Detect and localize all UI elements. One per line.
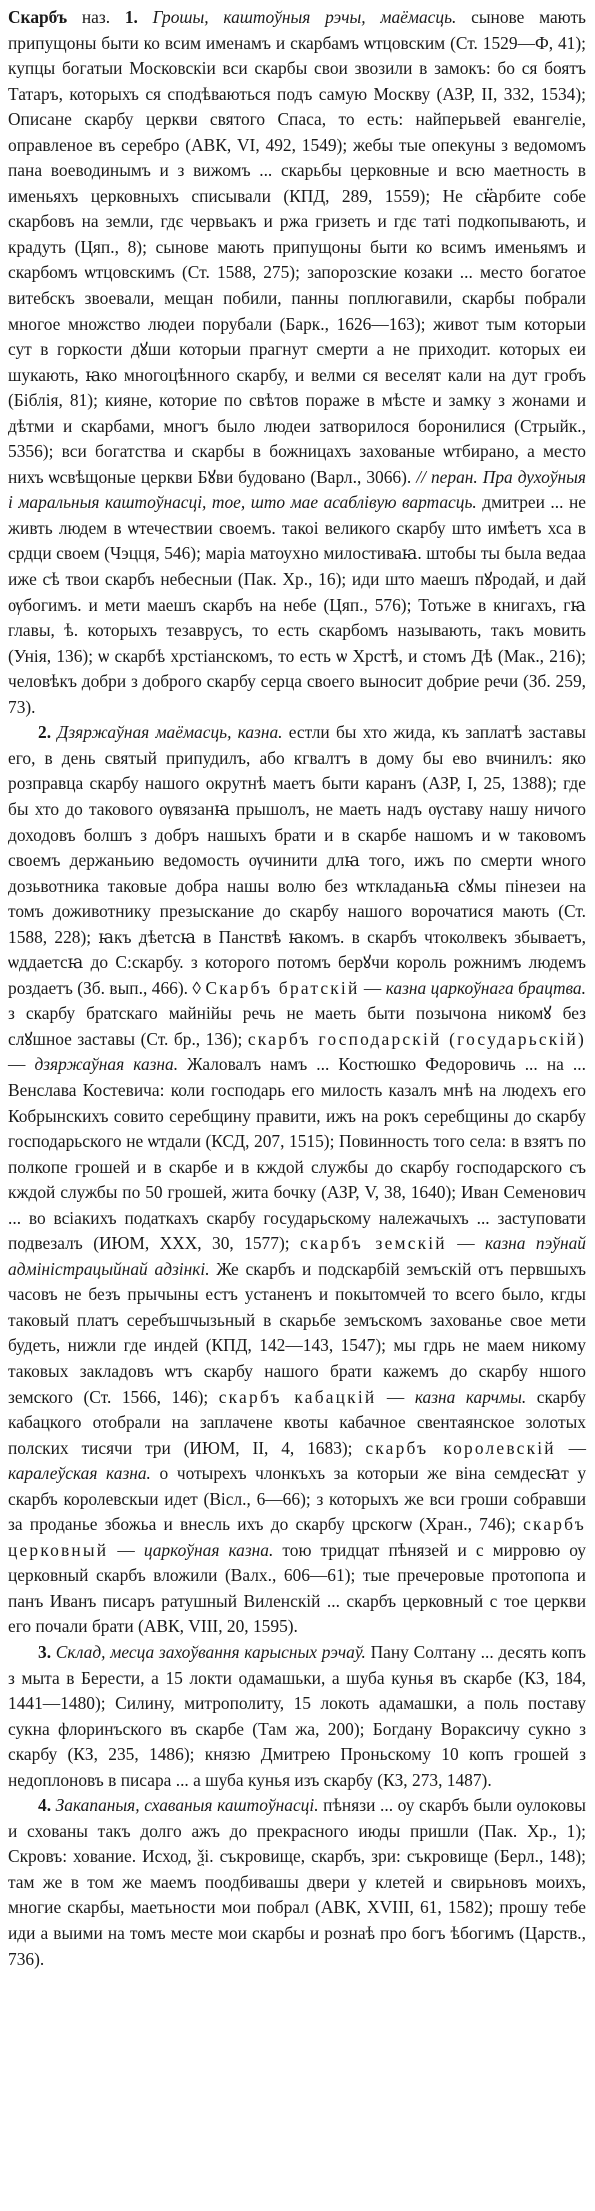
subentry-1-gloss: казна царкоўнага брацтва. — [385, 977, 586, 998]
sense-1-figurative-citations: дмитреи ... не живть людем в ѡтечествии своемъ. такоі великого скарбу што имѣетъ хса в срдци своем (Чэцця, 546); маріа матоухно милостиваꙗ. штобы ты была ведаа иже сѣ твои скарбъ небесныи (Пак. Хр., 16); иди што маешъ пꙋродай, и дай ѹбогимъ. и мети маешъ скарбъ на небе (Цяп., 576); Тотьже в книгахъ, гꙗ главы, ѣ. которыхъ тезаврусъ, то есть скарбомъ называють, такъ мовить (Унія, 136); ѡ скарбѣ хрстіанскомъ, то есть ѡ Хрстѣ, и стомъ Дѣ (Мак., 216); человѣкъ добри з доброго скарбу серца своего выносит добрие речи (Зб. 259, 73). — [8, 492, 586, 717]
sense-4-gloss: Закапаныя, схаваныя каштоўнасці. — [55, 1795, 319, 1816]
sense-4-number: 4. — [38, 1795, 52, 1816]
sense-1-number: 1. — [124, 7, 138, 27]
sense-3-gloss: Склад, месца захоўвання карысных рэчаў. — [55, 1642, 366, 1662]
headword: Скарбъ — [8, 7, 68, 27]
sense-1-figurative-gloss: // перан. Пра духоўныя і маральныя каштоўнасці, тое, што мае асаблівую вартасць. — [8, 466, 586, 513]
subentry-6-gloss: царкоўная казна. — [143, 1539, 274, 1560]
subentry-2-term: скарбъ господарскій (государьскій) — [247, 1028, 586, 1049]
subentry-2-gloss: дзяржаўная казна. — [34, 1054, 179, 1075]
subentry-1-citations: з скарбу братскаго майнійы речь не маеть быти позычона никомꙋ без слꙋшное заставы (Ст. бр., 136); — [8, 1003, 586, 1049]
sense-1-citations: сынове мають припущоны быти ко всим именамъ и скарбамъ ѡтцовским (Ст. 1529—Ф, 41); купцы богатыи Московскіи вси скарбы свои звозили в замокъ: бо ся боятъ Татаръ, которыхъ ся сподѣваються подъ самую Москву (АЗР, II, 332, 1534); Описане скарбу церкви святого Спаса, то есть: найперьвей евангеліе, оправленое въ серебро (АВК, VI, 492, 1549); жебы тые опекуны з ведомомъ пана воеводинымъ и з вижомъ ... скарьбы церковные и всю маетность в именьяхъ церковныхъ списывали (КПД, 289, 1559); Не сꙗ̈рбите собе скарбовъ на земли, гдє червьакъ и ржа гризеть и гдє таті подкопывають, и крадуть (Цяп., 8); сынове мають припущоны быти ко всимъ именьямъ и скарбомъ ѡтцовскимъ (Ст. 1588, 275); запорозские козаки ... место богатое витебскъ звоевали, мещан побили, панны поплюгавили, скарбы побрали многое множство людеи порубали (Барк., 1626—163); живот тым которыи сут в горкости дꙋши которыи прагнут смерти а не приходит. которых еи шукають, ꙗко многоцѣнного скарбу, и велми ся веселят кали на дут гробъ (Біблія, 81); кияне, которие по свѣтов пораже в мѣсте и замку з жонами и дѣтми и скарбами, многъ было людеи затворилося боронилися (Стрыйк., 5356); вси богатства и скарбы в божницахъ захованые ѡтбирано, а место нихъ ѡсвѣщоные церкви Бꙋви будовано (Варл., 3066). — [8, 7, 586, 487]
subentry-6-term: скарбъ церковный — [8, 1514, 586, 1560]
subentry-4-gloss: казна карчмы. — [414, 1386, 527, 1407]
sense-1 — [8, 5, 586, 720]
subentry-2-citations: Жаловалъ намъ ... Костюшко Федоровичь ... на ... Венслава Костевича: коли господарь его милость казалъ мнѣ на людехъ его Кобрынскихъ совито серебщину правити, ижъ на рокъ серебщины до скарбу господарьского не ѡтдали (КСД, 207, 1515); Повинность того села: в взятъ по полкопе грошей и в скарбе и в кждой службы до скарбу господарского съ кждой службы по 50 грошей, жита бочку (АЗР, V, 38, 1640); Иван Семенович ... во всіакихъ податкахъ скарбу государьскому належачыхъ ... заступовати подвезалъ (ИЮМ, XXX, 30, 1577); — [8, 1054, 586, 1254]
subentry-6-citations: тою тридцат пѣнязей и с мирровю оу церковный скарбъ вложили (Валх., 606—61); тые пречеровые протопопа и панъ Иванъ писаръ ратушный Виленскій ... скарбъ церковный с тое церкви его почали брати (АВК, VIII, 20, 1595). — [8, 1539, 587, 1637]
subentry-5-term: скарбъ королевскій — [365, 1437, 556, 1458]
sense-2-citations: естли бы хто жида, къ заплатѣ заставы его, в день святый припудилъ, або кгвалтъ в дому бы ево вчинилъ: яко розправца скарбу нашого окрутнѣ маетъ быти каранъ (АЗР, I, 25, 1388); где бы хто до такового ѹвязанꙗ прышолъ, не маеть надъ ѹставу нашу ничого доходовъ болшъ з добръ нашыхъ брати и в скарбе нашомъ и ѡ таковомъ своемъ держаньию ведомость ѹчинити длꙗ того, ижъ по смерти ѡного дозьвотника таковые добра нашы волю без ѡткладаньꙗ сꙋмы пінезеи на томъ доживотнику презыскание до скарбу нашого ворочатися мають (Ст. 1588, 228); ꙗкъ дѣетсꙗ в Панствѣ ꙗкомъ. в скарбъ чтоколвекъ збываетъ, ѡддаетсꙗ до С:скарбу. з которого потомъ берꙋчи король рожнимъ людемъ роздаетъ (Зб. вып., 466). ◊ — [8, 722, 586, 998]
subentry-5-citations: о чотырехъ члонкъхъ за которыи же віна семдесꙗт у скарбъ королевскыи идет (Вісл., 6—66); з которыхъ же вси гроши собравши за проданье збожьа и внесль ихъ до скарбу црскогѡ (Хран., 746); — [8, 1463, 587, 1535]
subentry-3-term: скарбъ земскій — [299, 1233, 447, 1254]
subentry-1-term: Скарбъ братскій — [205, 977, 360, 998]
dictionary-entry — [8, 5, 586, 1972]
sense-2-number: 2. — [38, 722, 52, 743]
sense-2: 2. Дзяржаўная маёмасць, казна. естли бы хто жида, къ заплатѣ заставы его, в день святый припудилъ, або кгвалтъ в дому бы ево вчинилъ: яко розправца скарбу нашого окрутнѣ маетъ быти каранъ (АЗР, I, 25, 1388); где бы хто до такового ѹвязанꙗ прышолъ, не маеть надъ ѹставу нашу ничого доходовъ болшъ з добръ нашыхъ брати и в скарбе нашомъ и ѡ таковомъ своемъ держаньию ведомость ѹчинити длꙗ того, ижъ по смерти ѡного дозьвотника таковые добра нашы волю без ѡткладаньꙗ сꙋмы пінезеи на томъ доживотнику презыскание до скарбу нашого ворочатися мають (Ст. 1588, 228); ꙗкъ дѣетсꙗ в Панствѣ ꙗкомъ. в скарбъ чтоколвекъ збываетъ, ѡддаетсꙗ до С:скарбу. з которого потомъ берꙋчи король рожнимъ людемъ роздаетъ (Зб. вып., 466). ◊ Скарбъ братскій — казна царкоўнага брацтва. з скарбу братскаго майнійы речь не маеть быти позычона никомꙋ без слꙋшное заставы (Ст. бр., 136); скарбъ господарскій (государьскій) — дзяржаўная казна. Жаловалъ намъ ... Костюшко Федоровичь ... на ... Венслава Костевича: коли господарь его милость казалъ мнѣ на людехъ его Кобрынскихъ совито серебщину правити, ижъ на рокъ серебщины до скарбу господарьского не ѡтдали (КСД, 207, 1515); Повинность того села: в взятъ по полкопе грошей и в скарбе и в кждой службы до скарбу господарского съ кждой службы по 50 грошей, жита бочку (АЗР, V, 38, 1640); Иван Семенович ... во всіакихъ податкахъ скарбу государьскому належачыхъ ... заступовати подвезалъ (ИЮМ, XXX, 30, 1577); скарбъ земскій — казна пэўнай адміністрацыйнай адзінкі. Же скарбъ и подскарбій земъскій отъ первшыхъ часовъ не безъ прычыны естъ устаненъ и покытомчей то всего было, кгды таковый платъ серебъшчызьный в скарьбе земъскомъ захованье свое мети будеть, нижли где индей (КПД, 142—143, 1547); мы гдрь не маем никому таковых закладовъ ѡтъ скарбу нашого брати кажемъ до скарбу ншого земского (Ст. 1566, 146); скарбъ кабацкій — казна карчмы. скарбу кабацкого отобрали на заплачене квоты кабачное свентаянское золотых полских тисячи три (ИЮМ, II, 4, 1683); скарбъ королевскій — каралеўская казна. о чотырехъ члонкъхъ за которыи же віна семдесꙗт у скарбъ королевскыи идет (Вісл., 6—66); з которыхъ же вси гроши собравши за проданье збожьа и внесль ихъ до скарбу црскогѡ (Хран., 746); скарбъ церковный — царкоўная казна. тою тридцат пѣнязей и с мирровю оу церковный скарбъ вложили (Валх., 606—61); тые пречеровые протопопа и панъ Иванъ писаръ ратушный Виленскій ... скарбъ церковный с тое церкви его почали брати (АВК, VIII, 20, 1595). — [8, 722, 587, 1637]
sense-3-number: 3. — [38, 1642, 52, 1662]
part-of-speech: наз. — [81, 7, 111, 27]
sense-3-citations: Пану Солтану ... десять копъ з мыта в Берести, а 15 локти одамашьки, а шуба кунья въ скарбе (КЗ, 184, 1441—1480); Силину, митрополиту, 15 локоть адамашки, а поль поставу сукна флоринъского въ скарбе (Там жа, 200); Богдану Вораксичу сукно з скарбу (КЗ, 235, 1486); князю Дмитрею Проньскому 10 копъ грошей з недоплоновъ в писара ... а шуба кунья изъ скарбу (КЗ, 273, 1487). — [8, 1642, 586, 1790]
subentry-3-gloss: казна пэўнай адміністрацыйнай адзінкі. — [8, 1233, 586, 1279]
sense-4-citations: пѣнязи ... оу скарбъ были оулоковы и схованы такъ долго ажъ до прекрасного июды пришли (Пак. Хр., 1); Скровъ: хование. Исход, ѯі. съкровище, скарбъ, зри: съкровище (Берл., 148); там же в том же маемъ поодбивашы двери у клетей и свирьновъ моихъ, многие скарбы, маетьности мои побрал (АВК, XVIII, 61, 1582); прошу тебе иди а выими на томъ месте мои скарбы и рознаѣ про богъ ѣбогимъ (Царств., 736). — [8, 1795, 586, 1969]
sense-2-gloss: Дзяржаўная маёмасць, казна. — [57, 722, 283, 743]
sense-1-gloss: Грошы, каштоўныя рэчы, маёмасць. — [152, 7, 457, 27]
subentry-3-citations: Же скарбъ и подскарбій земъскій отъ первшыхъ часовъ не безъ прычыны естъ устаненъ и покытомчей то всего было, кгды таковый платъ серебъшчызьный в скарьбе земъскомъ захованье свое мети будеть, нижли где индей (КПД, 142—143, 1547); мы гдрь не маем никому таковых закладовъ ѡтъ скарбу нашого брати кажемъ до скарбу ншого земского (Ст. 1566, 146); — [8, 1258, 586, 1407]
subentry-4-citations: скарбу кабацкого отобрали на заплачене квоты кабачное свентаянское золотых полских тисячи три (ИЮМ, II, 4, 1683); — [8, 1386, 586, 1458]
sense-4 — [8, 1793, 586, 1972]
subentry-5-gloss: каралеўская казна. — [8, 1463, 151, 1484]
sense-3 — [8, 1640, 586, 1793]
subentry-4-term: скарбъ кабацкій — [218, 1386, 377, 1407]
